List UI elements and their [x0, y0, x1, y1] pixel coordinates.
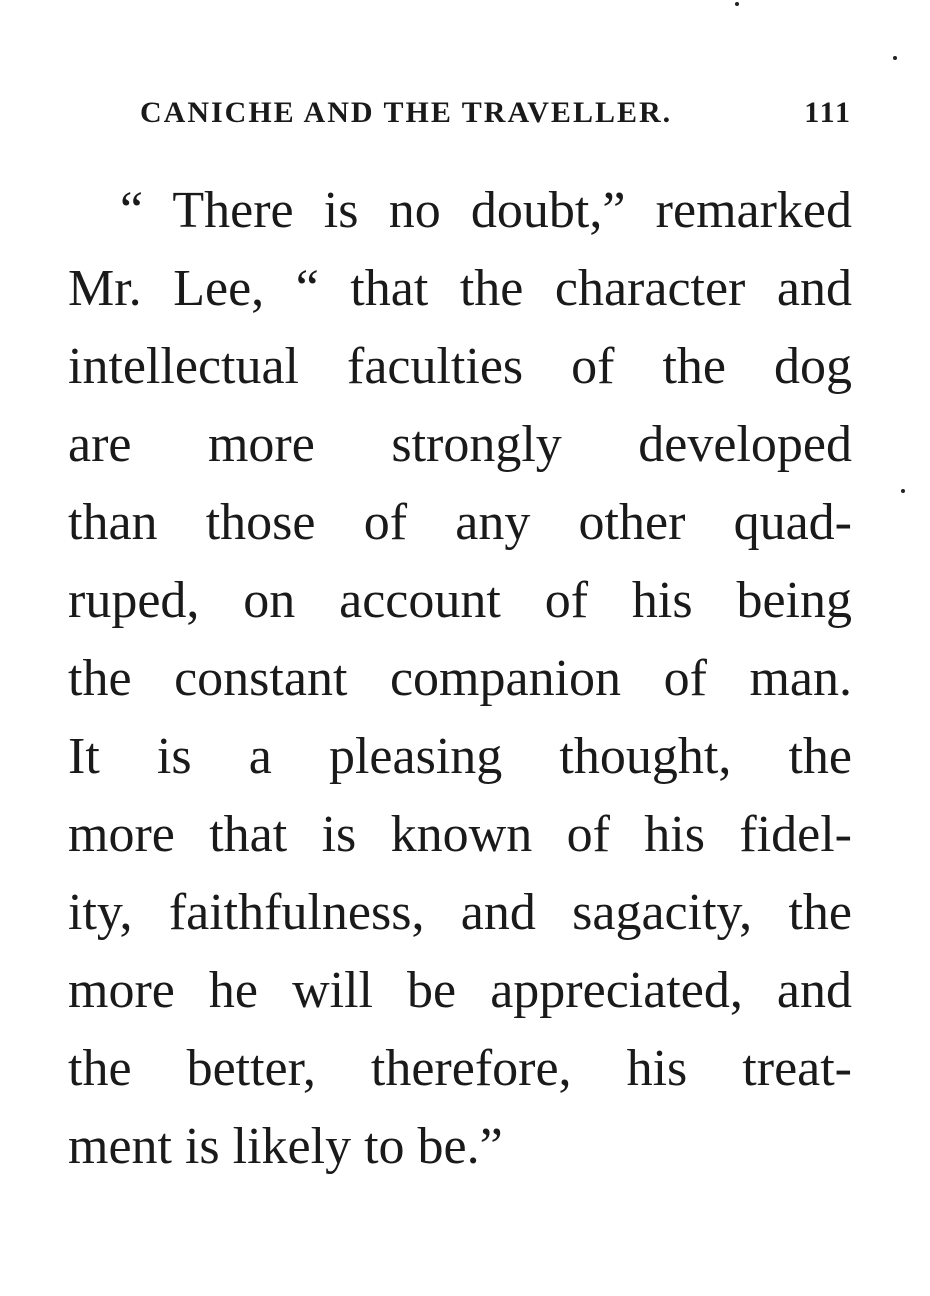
text-line: ity, faithfulness, and sagacity, the — [68, 884, 852, 941]
text-line: are more strongly developed — [68, 416, 852, 473]
text-line: “ There is no doubt,” remarked — [120, 182, 852, 239]
scan-speck — [735, 2, 739, 6]
text-line: intellectual faculties of the dog — [68, 338, 852, 395]
page-number: 111 — [804, 96, 852, 129]
text-line: more that is known of his fidel- — [68, 806, 852, 863]
body-paragraph — [68, 172, 852, 1186]
text-line: ruped, on account of his being — [68, 572, 852, 629]
running-head — [140, 96, 852, 136]
text-line: the constant companion of man. — [68, 650, 852, 707]
scan-speck — [901, 489, 905, 493]
running-title: CANICHE AND THE TRAVELLER. — [140, 96, 673, 129]
text-line: Mr. Lee, “ that the character and — [68, 260, 852, 317]
text-line: more he will be appreciated, and — [68, 962, 852, 1019]
text-line: the better, therefore, his treat- — [68, 1040, 852, 1097]
text-line: ment is likely to be.” — [68, 1118, 503, 1175]
scan-speck — [893, 56, 897, 60]
text-line: It is a pleasing thought, the — [68, 728, 852, 785]
text-line: than those of any other quad- — [68, 494, 852, 551]
